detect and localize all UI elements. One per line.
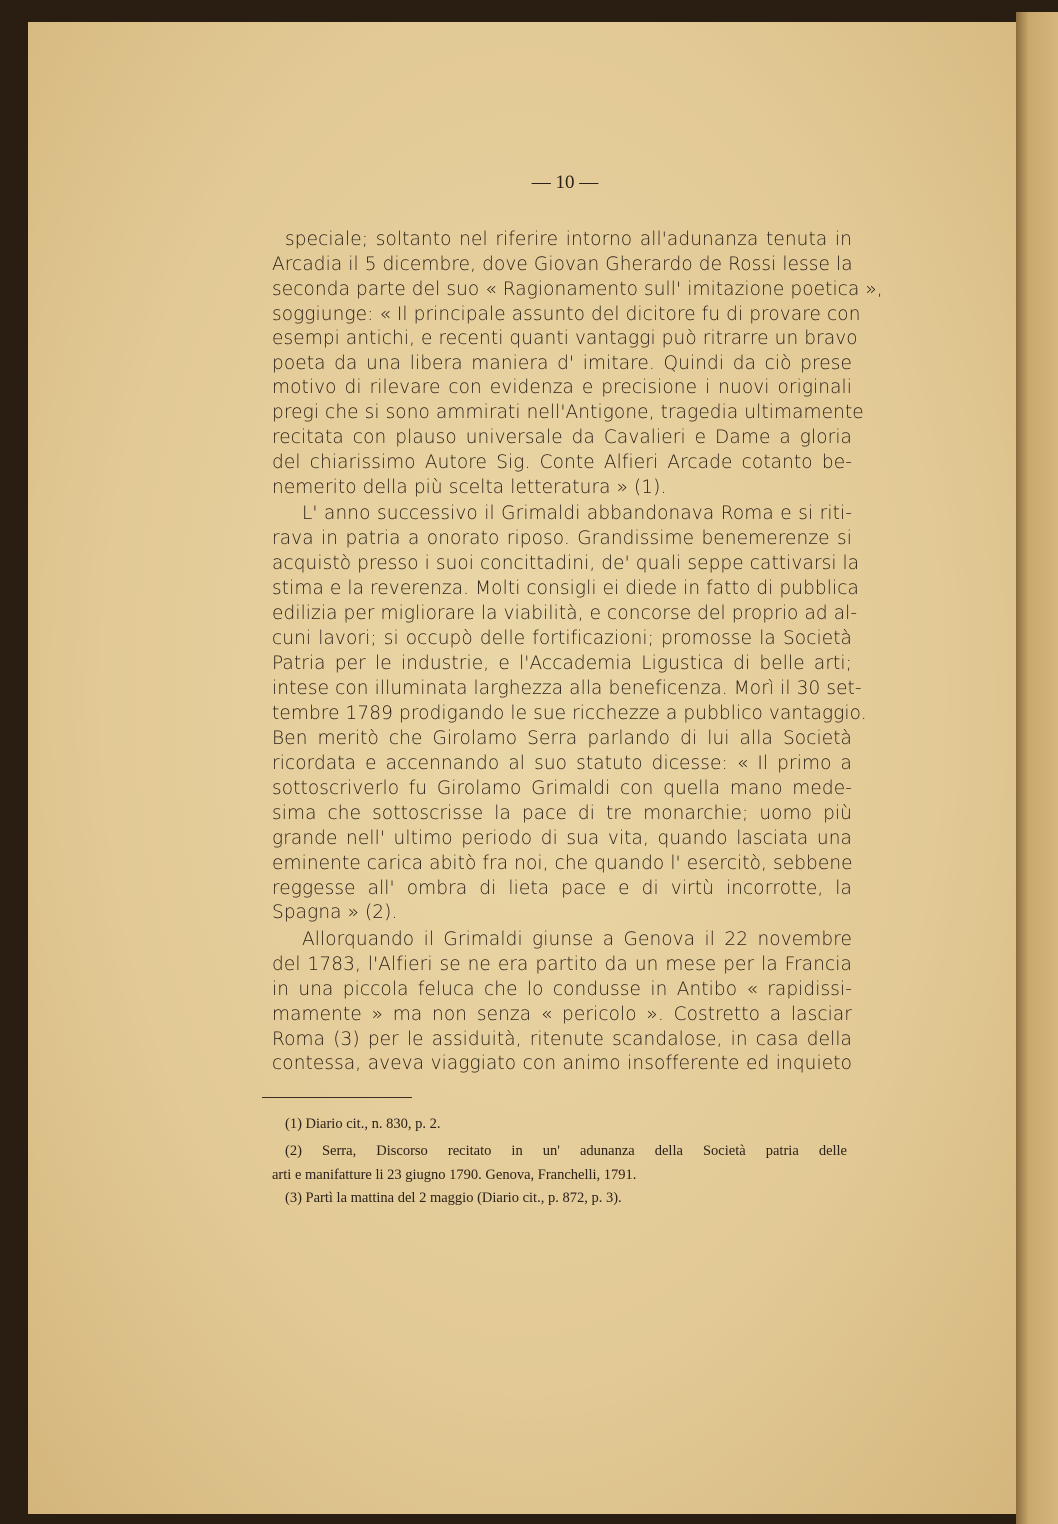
text-line: esempi antichi, e recenti quanti vantaggi può ritrarre un bravo — [272, 328, 858, 349]
text-line: grande nell' ultimo periodo di sua vita, quando lasciata una — [272, 828, 852, 849]
text-line: mamente » ma non senza « pericolo ». Costretto a lasciar — [272, 1004, 852, 1025]
text-line: rava in patria a onorato riposo. Grandissime benemerenze si — [272, 528, 852, 549]
text-line: reggesse all' ombra di lieta pace e di virtù incorrotte, la — [272, 878, 852, 899]
text-line: Spagna » (2). — [272, 902, 398, 923]
text-line: Roma (3) per le assiduità, ritenute scandalose, in casa della — [272, 1029, 852, 1050]
text-line: seconda parte del suo « Ragionamento sull' imitazione poetica », — [272, 279, 883, 300]
footnote: arti e manifatture li 23 giugno 1790. Genova, Franchelli, 1791. — [272, 1167, 637, 1183]
text-line: L' anno successivo il Grimaldi abbandonava Roma e si riti- — [302, 503, 852, 524]
text-line: poeta da una libera maniera d' imitare. Quindi da ciò prese — [272, 353, 852, 374]
text-line: acquistò presso i suoi concittadini, de' quali seppe cattivarsi la — [272, 553, 860, 574]
text-line: Patria per le industrie, e l'Accademia Ligustica di belle arti; — [272, 653, 852, 674]
page-edge — [1016, 12, 1058, 1524]
text-line: Arcadia il 5 dicembre, dove Giovan Gherardo de Rossi lesse la — [272, 254, 853, 275]
text-line: Allorquando il Grimaldi giunse a Genova il 22 novembre — [302, 929, 852, 950]
text-line: nemerito della più scelta letteratura » (1). — [272, 477, 667, 498]
text-line: soggiunge: « Il principale assunto del dicitore fu di provare con — [272, 304, 861, 325]
text-line: speciale; soltanto nel riferire intorno all'adunanza tenuta in — [285, 229, 852, 250]
text-line: del 1783, l'Alfieri se ne era partito da un mese per la Francia — [272, 954, 852, 975]
text-line: del chiarissimo Autore Sig. Conte Alfieri Arcade cotanto be- — [272, 452, 852, 473]
footnote: (3) Partì la mattina del 2 maggio (Diario cit., p. 872, p. 3). — [285, 1190, 622, 1206]
text-line: recitata con plauso universale da Cavalieri e Dame a gloria — [272, 427, 852, 448]
text-line: in una piccola feluca che lo condusse in Antibo « rapidissi- — [272, 979, 852, 1000]
text-line: tembre 1789 prodigando le sue ricchezze a pubblico vantaggio. — [272, 703, 867, 724]
text-line: edilizia per migliorare la viabilità, e concorse del proprio ad al- — [272, 603, 858, 624]
text-line: pregi che si sono ammirati nell'Antigone, tragedia ultimamente — [272, 402, 864, 423]
text-line: cuni lavori; si occupò delle fortificazioni; promosse la Società — [272, 628, 852, 649]
page-number: — 10 — — [531, 172, 599, 193]
footnote: (2) Serra, Discorso recitato in un' adunanza della Società patria delle — [285, 1143, 847, 1159]
text-line: ricordata e accennando al suo statuto dicesse: « Il primo a — [272, 753, 852, 774]
text-line: stima e la reverenza. Molti consigli ei diede in fatto di pubblica — [272, 578, 859, 599]
text-line: sima che sottoscrisse la pace di tre monarchie; uomo più — [272, 803, 852, 824]
text-line: Ben meritò che Girolamo Serra parlando di lui alla Società — [272, 728, 852, 749]
footnote-separator — [262, 1097, 412, 1098]
text-line: sottoscriverlo fu Girolamo Grimaldi con quella mano mede- — [272, 778, 852, 799]
text-line: contessa, aveva viaggiato con animo insofferente ed inquieto — [272, 1053, 852, 1074]
text-line: eminente carica abitò fra noi, che quando l' esercitò, sebbene — [272, 853, 853, 874]
text-line: intese con illuminata larghezza alla beneficenza. Morì il 30 set- — [272, 678, 862, 699]
footnote: (1) Diario cit., n. 830, p. 2. — [285, 1116, 441, 1132]
text-line: motivo di rilevare con evidenza e precisione i nuovi originali — [272, 377, 852, 398]
